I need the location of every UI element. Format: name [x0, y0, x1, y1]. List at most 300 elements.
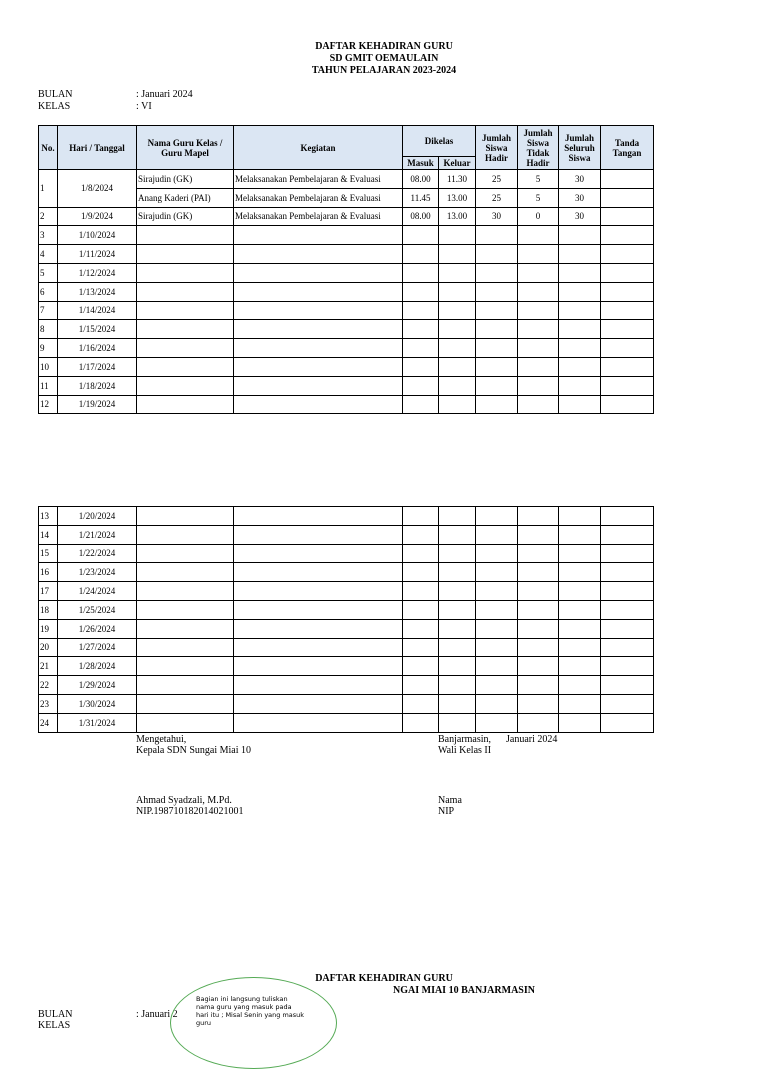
page2-kelas-label: KELAS: [38, 1020, 71, 1031]
row-date: 1/30/2024: [58, 694, 137, 713]
row-seluruh: [559, 600, 601, 619]
row-nama: [137, 525, 234, 544]
row-masuk: [403, 657, 439, 676]
row-kegiatan: [234, 619, 403, 638]
kelas-label: KELAS: [38, 101, 71, 112]
row-date: 1/28/2024: [58, 657, 137, 676]
row-tidak-hadir: [518, 619, 559, 638]
row-seluruh: [559, 713, 601, 732]
row-tanda: [601, 600, 654, 619]
row-masuk: [403, 263, 439, 282]
row-nama: [137, 226, 234, 245]
annotation-text: Bagian ini langsung tuliskan nama guru yang masuk pada hari itu ; Misal Senin yang masuk guru: [196, 995, 305, 1027]
col-keluar: Keluar: [439, 157, 476, 170]
row-tanda: [601, 357, 654, 376]
bulan-label: BULAN: [38, 89, 73, 100]
row-no: 23: [39, 694, 58, 713]
row-masuk: [403, 395, 439, 414]
row-date: 1/29/2024: [58, 676, 137, 695]
row-date: 1/15/2024: [58, 320, 137, 339]
row-tidak-hadir: [518, 694, 559, 713]
row-kegiatan: [234, 544, 403, 563]
row-seluruh: [559, 301, 601, 320]
row-seluruh: [559, 395, 601, 414]
row-tanda: [601, 395, 654, 414]
row-tidak-hadir: [518, 525, 559, 544]
row-tanda: [601, 226, 654, 245]
row-seluruh: [559, 376, 601, 395]
row-nama: Anang Kaderi (PAI): [137, 188, 234, 207]
table-row: [39, 245, 654, 264]
row-hadir: [476, 320, 518, 339]
row-keluar: [439, 376, 476, 395]
row-masuk: [403, 226, 439, 245]
row-seluruh: [559, 357, 601, 376]
row-masuk: [403, 357, 439, 376]
row-date: 1/11/2024: [58, 245, 137, 264]
row-tidak-hadir: [518, 600, 559, 619]
row-hadir: [476, 245, 518, 264]
row-kegiatan: [234, 320, 403, 339]
row-tanda: [601, 676, 654, 695]
sig-right-line2: Wali Kelas II: [438, 745, 492, 756]
row-no: 1: [39, 170, 58, 208]
row-no: 17: [39, 582, 58, 601]
row-hadir: [476, 376, 518, 395]
row-kegiatan: [234, 600, 403, 619]
row-date: 1/13/2024: [58, 282, 137, 301]
row-date: 1/9/2024: [58, 207, 137, 226]
row-tidak-hadir: [518, 376, 559, 395]
row-tanda: [601, 657, 654, 676]
row-keluar: [439, 694, 476, 713]
row-date: 1/19/2024: [58, 395, 137, 414]
table-row: [39, 676, 654, 695]
row-tidak-hadir: [518, 339, 559, 358]
row-no: 8: [39, 320, 58, 339]
row-tanda: [601, 619, 654, 638]
row-seluruh: [559, 507, 601, 526]
col-hari: Hari / Tanggal: [58, 126, 137, 170]
row-masuk: [403, 619, 439, 638]
row-hadir: 30: [476, 207, 518, 226]
row-keluar: [439, 713, 476, 732]
row-kegiatan: Melaksanakan Pembelajaran & Evaluasi: [234, 207, 403, 226]
row-masuk: 08.00: [403, 170, 439, 189]
row-no: 13: [39, 507, 58, 526]
row-seluruh: [559, 676, 601, 695]
row-masuk: 11.45: [403, 188, 439, 207]
row-nama: [137, 676, 234, 695]
row-hadir: [476, 395, 518, 414]
row-date: 1/27/2024: [58, 638, 137, 657]
row-kegiatan: [234, 713, 403, 732]
col-hadir: Jumlah Siswa Hadir: [476, 126, 518, 170]
row-no: 4: [39, 245, 58, 264]
row-kegiatan: [234, 301, 403, 320]
row-kegiatan: [234, 245, 403, 264]
row-seluruh: [559, 619, 601, 638]
row-no: 9: [39, 339, 58, 358]
row-keluar: [439, 282, 476, 301]
row-date: 1/25/2024: [58, 600, 137, 619]
row-no: 15: [39, 544, 58, 563]
row-masuk: [403, 507, 439, 526]
row-hadir: [476, 676, 518, 695]
row-keluar: [439, 320, 476, 339]
row-no: 14: [39, 525, 58, 544]
row-keluar: [439, 638, 476, 657]
row-tidak-hadir: 5: [518, 170, 559, 189]
row-tidak-hadir: [518, 638, 559, 657]
bulan-value: : Januari 2024: [136, 89, 193, 100]
row-masuk: [403, 676, 439, 695]
row-tidak-hadir: [518, 263, 559, 282]
row-hadir: [476, 263, 518, 282]
row-hadir: 25: [476, 170, 518, 189]
row-hadir: [476, 638, 518, 657]
row-masuk: [403, 245, 439, 264]
table-row: [39, 600, 654, 619]
row-no: 20: [39, 638, 58, 657]
table-row: [39, 713, 654, 732]
row-date: 1/23/2024: [58, 563, 137, 582]
sig-left-line2: Kepala SDN Sungai Miai 10: [136, 745, 251, 756]
row-tidak-hadir: [518, 301, 559, 320]
row-tanda: [601, 301, 654, 320]
row-tanda: [601, 170, 654, 189]
row-seluruh: [559, 582, 601, 601]
doc-title: DAFTAR KEHADIRAN GURU: [315, 41, 453, 52]
row-date: 1/24/2024: [58, 582, 137, 601]
row-hadir: 25: [476, 188, 518, 207]
table-row: [39, 544, 654, 563]
row-tanda: [601, 582, 654, 601]
table-row: [39, 320, 654, 339]
row-masuk: [403, 600, 439, 619]
row-seluruh: [559, 320, 601, 339]
sig-right-nip: NIP: [438, 806, 455, 817]
col-tidak-hadir: Jumlah Siswa Tidak Hadir: [518, 126, 559, 170]
row-kegiatan: [234, 657, 403, 676]
row-nama: [137, 320, 234, 339]
table-row: [39, 376, 654, 395]
row-seluruh: 30: [559, 207, 601, 226]
sig-left-nip: NIP.198710182014021001: [136, 806, 244, 817]
row-tanda: [601, 263, 654, 282]
row-tanda: [601, 339, 654, 358]
row-tanda: [601, 320, 654, 339]
sig-left-line1: Mengetahui,: [136, 734, 187, 745]
row-tidak-hadir: [518, 282, 559, 301]
table-row: [39, 582, 654, 601]
row-hadir: [476, 619, 518, 638]
row-hadir: [476, 713, 518, 732]
row-tidak-hadir: [518, 676, 559, 695]
row-keluar: [439, 226, 476, 245]
row-kegiatan: [234, 357, 403, 376]
row-kegiatan: Melaksanakan Pembelajaran & Evaluasi: [234, 170, 403, 189]
row-hadir: [476, 600, 518, 619]
row-tidak-hadir: [518, 357, 559, 376]
row-kegiatan: [234, 676, 403, 695]
row-keluar: [439, 245, 476, 264]
row-keluar: [439, 544, 476, 563]
row-keluar: [439, 263, 476, 282]
row-seluruh: [559, 544, 601, 563]
row-seluruh: [559, 282, 601, 301]
row-hadir: [476, 694, 518, 713]
row-seluruh: [559, 263, 601, 282]
row-nama: Sirajudin (GK): [137, 207, 234, 226]
row-nama: [137, 657, 234, 676]
row-tidak-hadir: [518, 320, 559, 339]
row-seluruh: [559, 638, 601, 657]
table-row: [39, 525, 654, 544]
row-date: 1/16/2024: [58, 339, 137, 358]
row-keluar: [439, 582, 476, 601]
row-no: 24: [39, 713, 58, 732]
row-keluar: [439, 619, 476, 638]
row-seluruh: 30: [559, 170, 601, 189]
row-tidak-hadir: [518, 657, 559, 676]
row-seluruh: [559, 525, 601, 544]
row-kegiatan: [234, 638, 403, 657]
page2-title: DAFTAR KEHADIRAN GURU: [315, 973, 453, 984]
row-masuk: [403, 582, 439, 601]
school-name: SD GMIT OEMAULAIN: [329, 53, 439, 64]
row-tidak-hadir: [518, 544, 559, 563]
row-no: 3: [39, 226, 58, 245]
row-tanda: [601, 544, 654, 563]
row-tanda: [601, 638, 654, 657]
table-row: [39, 170, 654, 189]
row-date: 1/17/2024: [58, 357, 137, 376]
row-seluruh: [559, 245, 601, 264]
row-no: 11: [39, 376, 58, 395]
row-masuk: [403, 563, 439, 582]
row-no: 16: [39, 563, 58, 582]
row-tidak-hadir: [518, 226, 559, 245]
row-masuk: [403, 713, 439, 732]
row-nama: [137, 376, 234, 395]
row-date: 1/20/2024: [58, 507, 137, 526]
row-date: 1/14/2024: [58, 301, 137, 320]
row-nama: [137, 600, 234, 619]
row-nama: [137, 563, 234, 582]
col-masuk: Masuk: [403, 157, 439, 170]
row-keluar: 13.00: [439, 188, 476, 207]
row-keluar: [439, 657, 476, 676]
col-nama: Nama Guru Kelas / Guru Mapel: [137, 126, 234, 170]
row-seluruh: [559, 339, 601, 358]
row-tidak-hadir: [518, 563, 559, 582]
row-hadir: [476, 282, 518, 301]
row-hadir: [476, 357, 518, 376]
row-masuk: [403, 638, 439, 657]
kelas-value: : VI: [136, 101, 152, 112]
table-row: [39, 638, 654, 657]
row-no: 12: [39, 395, 58, 414]
row-nama: [137, 619, 234, 638]
row-kegiatan: [234, 339, 403, 358]
row-masuk: [403, 376, 439, 395]
row-date: 1/22/2024: [58, 544, 137, 563]
row-tidak-hadir: [518, 395, 559, 414]
row-nama: [137, 638, 234, 657]
row-keluar: [439, 676, 476, 695]
row-tanda: [601, 713, 654, 732]
page2-bulan-value: : Januari 2: [136, 1009, 178, 1020]
row-tanda: [601, 188, 654, 207]
row-keluar: [439, 395, 476, 414]
col-tanda: Tanda Tangan: [601, 126, 654, 170]
sig-right-line1: Banjarmasin, Januari 2024: [438, 734, 558, 745]
row-date: 1/26/2024: [58, 619, 137, 638]
row-hadir: [476, 563, 518, 582]
row-keluar: [439, 339, 476, 358]
row-nama: [137, 245, 234, 264]
row-date: 1/8/2024: [58, 170, 137, 208]
row-keluar: [439, 563, 476, 582]
row-seluruh: [559, 563, 601, 582]
row-tidak-hadir: 0: [518, 207, 559, 226]
row-keluar: 11.30: [439, 170, 476, 189]
row-tidak-hadir: [518, 507, 559, 526]
row-masuk: [403, 339, 439, 358]
row-tanda: [601, 245, 654, 264]
row-no: 21: [39, 657, 58, 676]
row-kegiatan: Melaksanakan Pembelajaran & Evaluasi: [234, 188, 403, 207]
row-nama: [137, 339, 234, 358]
row-kegiatan: [234, 694, 403, 713]
col-kegiatan: Kegiatan: [234, 126, 403, 170]
row-kegiatan: [234, 507, 403, 526]
row-hadir: [476, 657, 518, 676]
row-seluruh: 30: [559, 188, 601, 207]
row-nama: [137, 713, 234, 732]
row-kegiatan: [234, 282, 403, 301]
row-masuk: 08.00: [403, 207, 439, 226]
row-tanda: [601, 376, 654, 395]
table-row: [39, 395, 654, 414]
row-hadir: [476, 301, 518, 320]
table-row: [39, 657, 654, 676]
row-date: 1/10/2024: [58, 226, 137, 245]
col-seluruh: Jumlah Seluruh Siswa: [559, 126, 601, 170]
row-keluar: [439, 357, 476, 376]
row-keluar: [439, 301, 476, 320]
row-no: 22: [39, 676, 58, 695]
row-tidak-hadir: [518, 245, 559, 264]
row-tanda: [601, 207, 654, 226]
row-masuk: [403, 282, 439, 301]
row-tanda: [601, 507, 654, 526]
attendance-table-continued: [38, 506, 654, 733]
table-row: [39, 507, 654, 526]
row-kegiatan: [234, 263, 403, 282]
row-no: 19: [39, 619, 58, 638]
row-nama: Sirajudin (GK): [137, 170, 234, 189]
row-no: 10: [39, 357, 58, 376]
table-row: [39, 207, 654, 226]
row-hadir: [476, 226, 518, 245]
row-no: 6: [39, 282, 58, 301]
row-keluar: [439, 600, 476, 619]
row-date: 1/21/2024: [58, 525, 137, 544]
row-keluar: [439, 507, 476, 526]
row-nama: [137, 282, 234, 301]
row-masuk: [403, 525, 439, 544]
row-no: 5: [39, 263, 58, 282]
row-kegiatan: [234, 376, 403, 395]
row-no: 2: [39, 207, 58, 226]
sig-left-name: Ahmad Syadzali, M.Pd.: [136, 795, 232, 806]
table-row: [39, 226, 654, 245]
page2-bulan-label: BULAN: [38, 1009, 73, 1020]
table-row: [39, 339, 654, 358]
table-row: [39, 694, 654, 713]
row-hadir: [476, 544, 518, 563]
row-nama: [137, 263, 234, 282]
row-no: 18: [39, 600, 58, 619]
row-hadir: [476, 507, 518, 526]
row-keluar: 13.00: [439, 207, 476, 226]
row-seluruh: [559, 226, 601, 245]
row-date: 1/31/2024: [58, 713, 137, 732]
row-masuk: [403, 544, 439, 563]
row-tanda: [601, 694, 654, 713]
table-row: [39, 357, 654, 376]
row-tanda: [601, 525, 654, 544]
row-hadir: [476, 339, 518, 358]
row-kegiatan: [234, 582, 403, 601]
table-row: [39, 619, 654, 638]
row-hadir: [476, 525, 518, 544]
table-row: [39, 301, 654, 320]
row-date: 1/12/2024: [58, 263, 137, 282]
row-nama: [137, 301, 234, 320]
sig-right-name: Nama: [438, 795, 462, 806]
row-masuk: [403, 301, 439, 320]
row-seluruh: [559, 657, 601, 676]
row-kegiatan: [234, 226, 403, 245]
page2-school: NGAI MIAI 10 BANJARMASIN: [393, 985, 535, 996]
row-hadir: [476, 582, 518, 601]
row-tanda: [601, 282, 654, 301]
row-tidak-hadir: [518, 582, 559, 601]
attendance-table: [38, 125, 654, 414]
row-kegiatan: [234, 563, 403, 582]
table-row: [39, 282, 654, 301]
row-no: 7: [39, 301, 58, 320]
table-row: [39, 263, 654, 282]
row-nama: [137, 507, 234, 526]
row-kegiatan: [234, 395, 403, 414]
school-year: TAHUN PELAJARAN 2023-2024: [311, 65, 457, 76]
row-tanda: [601, 563, 654, 582]
row-nama: [137, 395, 234, 414]
row-nama: [137, 694, 234, 713]
row-tidak-hadir: [518, 713, 559, 732]
row-tidak-hadir: 5: [518, 188, 559, 207]
row-kegiatan: [234, 525, 403, 544]
col-dikelas: Dikelas: [403, 126, 476, 157]
row-nama: [137, 357, 234, 376]
col-no: No.: [39, 126, 58, 170]
row-date: 1/18/2024: [58, 376, 137, 395]
row-nama: [137, 582, 234, 601]
